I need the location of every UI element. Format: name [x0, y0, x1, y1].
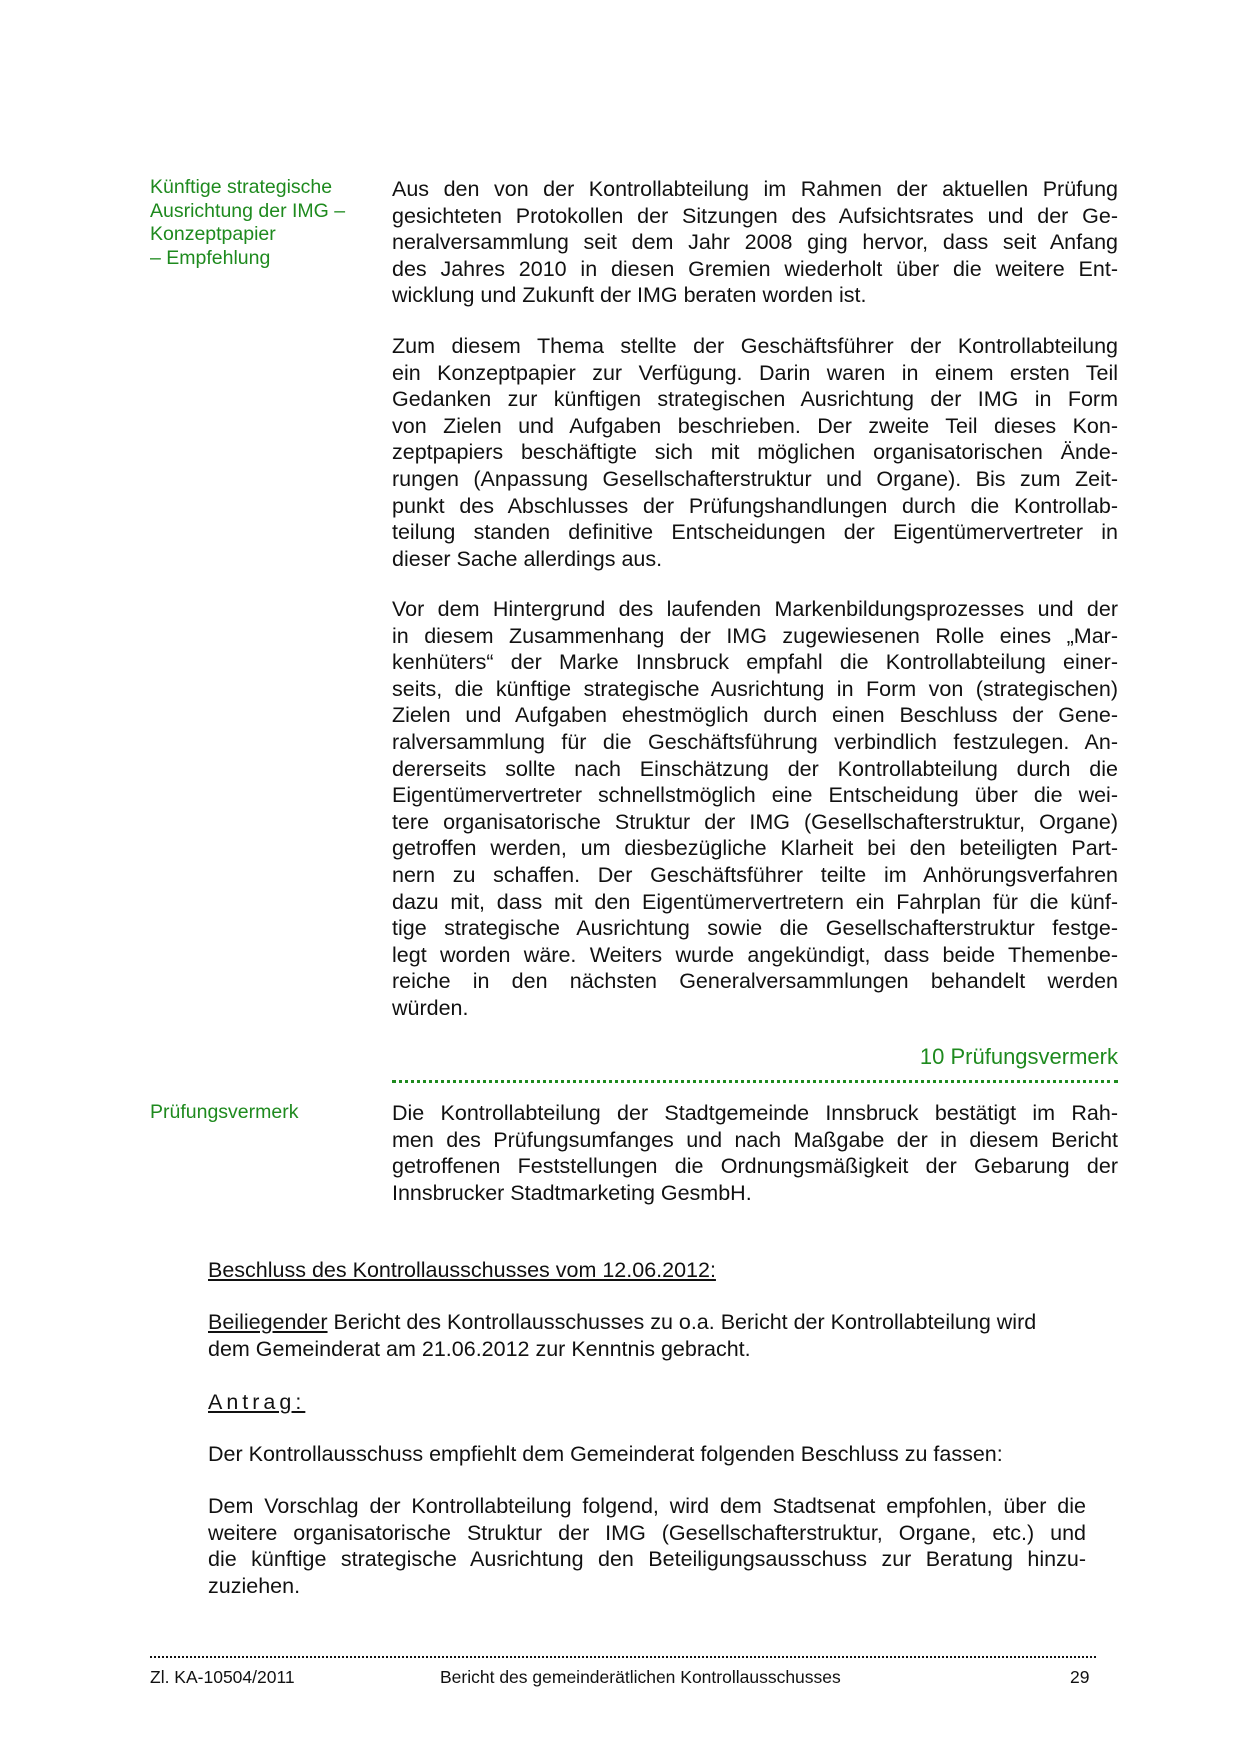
text-line: in diesem Zusammenhang der IMG zugewiesenen Rolle eines „Mar-	[392, 623, 1118, 648]
footer-divider	[150, 1656, 1096, 1658]
footer-reference: Zl. KA-10504/2011	[150, 1667, 295, 1687]
text-line: tige strategische Ausrichtung sowie die Gesellschafterstruktur festge-	[392, 916, 1118, 941]
side-label-line: Künftige strategische	[150, 176, 333, 198]
recommendation-text: Der Kontrollausschuss empfiehlt dem Gemeinderat folgenden Beschluss zu fassen:	[208, 1442, 1003, 1466]
pruefungsvermerk-paragraph	[392, 1100, 1118, 1206]
text-line: Aus den von der Kontrollabteilung im Rahmen der aktuellen Prüfung	[392, 177, 1118, 201]
antrag-label-text: Antrag:	[208, 1390, 306, 1414]
final-proposal-lines	[208, 1493, 1086, 1599]
text-line: weitere organisatorische Struktur der IMG (Gesellschafterstruktur, Organe, etc.) und	[208, 1520, 1086, 1545]
text-line: die künftige strategische Ausrichtung den Beteiligungsausschuss zur Beratung hinzu-	[208, 1547, 1086, 1572]
text-line: ein Konzeptpapier zur Verfügung. Darin waren in einem ersten Teil	[392, 360, 1118, 385]
side-label-line: – Empfehlung	[150, 246, 271, 269]
text-line: Die Kontrollabteilung der Stadtgemeinde Innsbruck bestätigt im Rah-	[392, 1101, 1118, 1125]
side-label-strategy	[150, 176, 370, 270]
text-line: legt worden wäre. Weiters wurde angekündigt, dass beide Themenbe-	[392, 942, 1118, 967]
text-line: von Zielen und Aufgaben beschrieben. Der zweite Teil dieses Kon-	[392, 413, 1118, 438]
paragraph-2	[392, 333, 1118, 572]
footer-title: Bericht des gemeinderätlichen Kontrollausschusses	[440, 1667, 841, 1687]
text-line: reiche in den nächsten Generalversammlungen behandelt werden	[392, 969, 1118, 994]
text-line: seits, die künftige strategische Ausrichtung in Form von (strategischen)	[392, 676, 1118, 701]
resolution-intro	[208, 1309, 1098, 1362]
resolution-intro-underlined: Beiliegender	[208, 1310, 328, 1334]
text-line: kenhüters“ der Marke Innsbruck empfahl die Kontrollabteilung einer-	[392, 650, 1118, 675]
side-label-line: Konzeptpapier	[150, 223, 276, 245]
text-line: Eigentümervertreter schnellstmöglich eine Entscheidung über die wei-	[392, 783, 1118, 808]
text-line: des Jahres 2010 in diesen Gremien wiederholt über die weitere Ent-	[392, 256, 1118, 281]
paragraph-1	[392, 176, 1118, 309]
text-line: Zum diesem Thema stellte der Geschäftsführer der Kontrollabteilung	[392, 334, 1118, 358]
text-line: gesichteten Protokollen der Sitzungen des Aufsichtsrates und der Ge-	[392, 203, 1118, 228]
side-label-line: Prüfungsvermerk	[150, 1101, 299, 1123]
text-line: getroffen werden, um diesbezügliche Klarheit bei den beteiligten Part-	[392, 836, 1118, 861]
section-divider	[392, 1080, 1118, 1083]
text-line: Zielen und Aufgaben ehestmöglich durch einen Beschluss der Gene-	[392, 703, 1118, 728]
text-line: rungen (Anpassung Gesellschafterstruktur und Organe). Bis zum Zeit-	[392, 466, 1118, 491]
text-line: dererseits sollte nach Einschätzung der Kontrollabteilung durch die	[392, 756, 1118, 781]
text-line: men des Prüfungsumfanges und nach Maßgabe der in diesem Bericht	[392, 1127, 1118, 1152]
text-line: ralversammlung für die Geschäftsführung verbindlich festzulegen. An-	[392, 729, 1118, 754]
text-line: zuziehen.	[208, 1573, 301, 1598]
text-line: würden.	[392, 995, 469, 1020]
text-line: getroffenen Feststellungen die Ordnungsmäßigkeit der Gebarung der	[392, 1154, 1118, 1179]
final-proposal	[208, 1493, 1086, 1599]
text-line: punkt des Abschlusses der Prüfungshandlungen durch die Kontrollab-	[392, 493, 1118, 518]
paragraph-3	[392, 596, 1118, 1022]
side-label-pruefungsvermerk	[150, 1101, 370, 1125]
recommendation	[208, 1441, 1098, 1468]
resolution-intro-rest: Bericht des Kontrollausschusses zu o.a. Bericht der Kontrollabteilung wird	[327, 1310, 1037, 1334]
text-line: teilung standen definitive Entscheidungen der Eigentümervertreter in	[392, 520, 1118, 545]
section-heading-pruefungsvermerk: 10 Prüfungsvermerk	[919, 1044, 1118, 1069]
resolution-intro-line	[208, 1309, 1098, 1336]
text-line: Innsbrucker Stadtmarketing GesmbH.	[392, 1180, 752, 1205]
text-line: nern zu schaffen. Der Geschäftsführer teilte im Anhörungsverfahren	[392, 862, 1118, 887]
resolution-intro-line-2: dem Gemeinderat am 21.06.2012 zur Kenntnis gebracht.	[208, 1336, 751, 1361]
text-line: wicklung und Zukunft der IMG beraten worden ist.	[392, 283, 867, 308]
text-line: tere organisatorische Struktur der IMG (Gesellschafterstruktur, Organe)	[392, 809, 1118, 834]
text-line: dieser Sache allerdings aus.	[392, 546, 663, 571]
text-line: Dem Vorschlag der Kontrollabteilung folgend, wird dem Stadtsenat empfohlen, über die	[208, 1494, 1086, 1518]
text-line: Vor dem Hintergrund des laufenden Markenbildungsprozesses und der	[392, 597, 1118, 621]
text-line: Gedanken zur künftigen strategischen Ausrichtung der IMG in Form	[392, 387, 1118, 412]
resolution-heading-text: Beschluss des Kontrollausschusses vom 12.06.2012:	[208, 1258, 716, 1282]
side-label-line: Ausrichtung der IMG –	[150, 199, 346, 222]
antrag-label	[208, 1389, 1098, 1416]
text-line: dazu mit, dass mit den Eigentümervertretern ein Fahrplan für die künf-	[392, 889, 1118, 914]
resolution-heading	[208, 1257, 1098, 1284]
text-line: zeptpapiers beschäftigte sich mit möglichen organisatorischen Ände-	[392, 440, 1118, 465]
page-number: 29	[1070, 1667, 1090, 1687]
text-line: neralversammlung seit dem Jahr 2008 ging hervor, dass seit Anfang	[392, 230, 1118, 255]
